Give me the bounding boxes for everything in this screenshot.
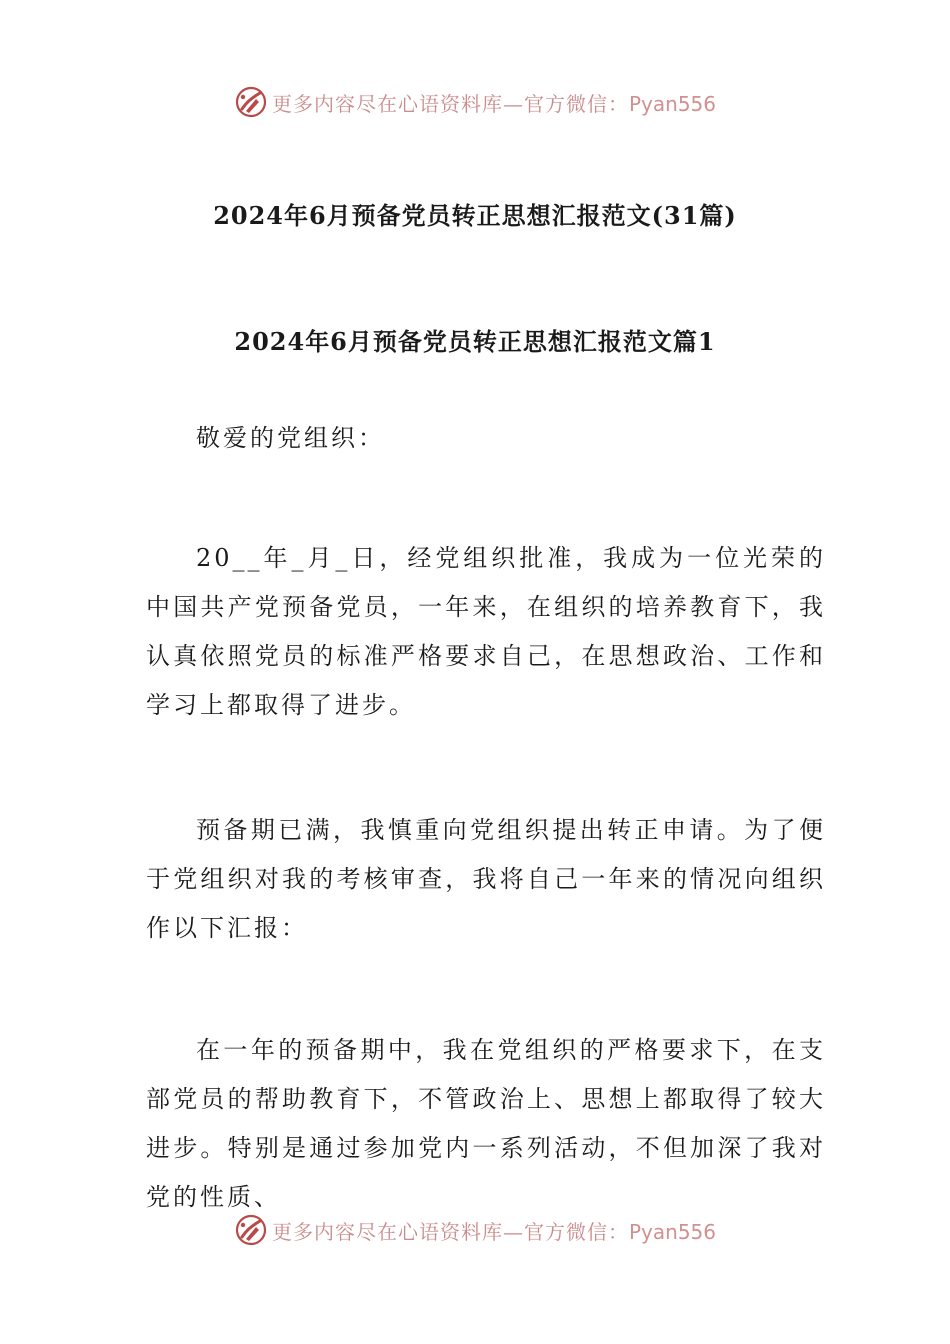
pen-logo-icon <box>234 1213 268 1247</box>
footer-banner-text: 更多内容尽在心语资料库—官方微信：Pyan556 <box>271 1219 716 1244</box>
pen-logo-icon <box>234 85 268 119</box>
section-title: 2024年6月预备党员转正思想汇报范文篇1 <box>234 327 716 356</box>
wechat-handle: Pyan556 <box>628 1219 716 1244</box>
paragraph-3: 在一年的预备期中，我在党组织的严格要求下，在支部党员的帮助教育下，不管政治上、思想上都取得了较大进步。特别是通过参加党内一系列活动，不但加深了我对党的性质、 <box>146 1036 826 1211</box>
footer-banner <box>0 1210 950 1250</box>
paragraph-2: 预备期已满，我慎重向党组织提出转正申请。为了便于党组织对我的考核审查，我将自己一年来的情况向组织作以下汇报： <box>146 816 826 942</box>
header-banner <box>0 82 950 122</box>
salutation: 敬爱的党组织： <box>196 424 385 452</box>
paragraph-1: 20__年_月_日，经党组织批准，我成为一位光荣的中国共产党预备党员，一年来，在组织的培养教育下，我认真依照党员的标准严格要求自己，在思想政治、工作和学习上都取得了进步。 <box>146 544 826 719</box>
document-title: 2024年6月预备党员转正思想汇报范文(31篇) <box>213 201 737 230</box>
wechat-handle: Pyan556 <box>628 91 716 116</box>
header-banner-text: 更多内容尽在心语资料库—官方微信：Pyan556 <box>271 91 716 116</box>
